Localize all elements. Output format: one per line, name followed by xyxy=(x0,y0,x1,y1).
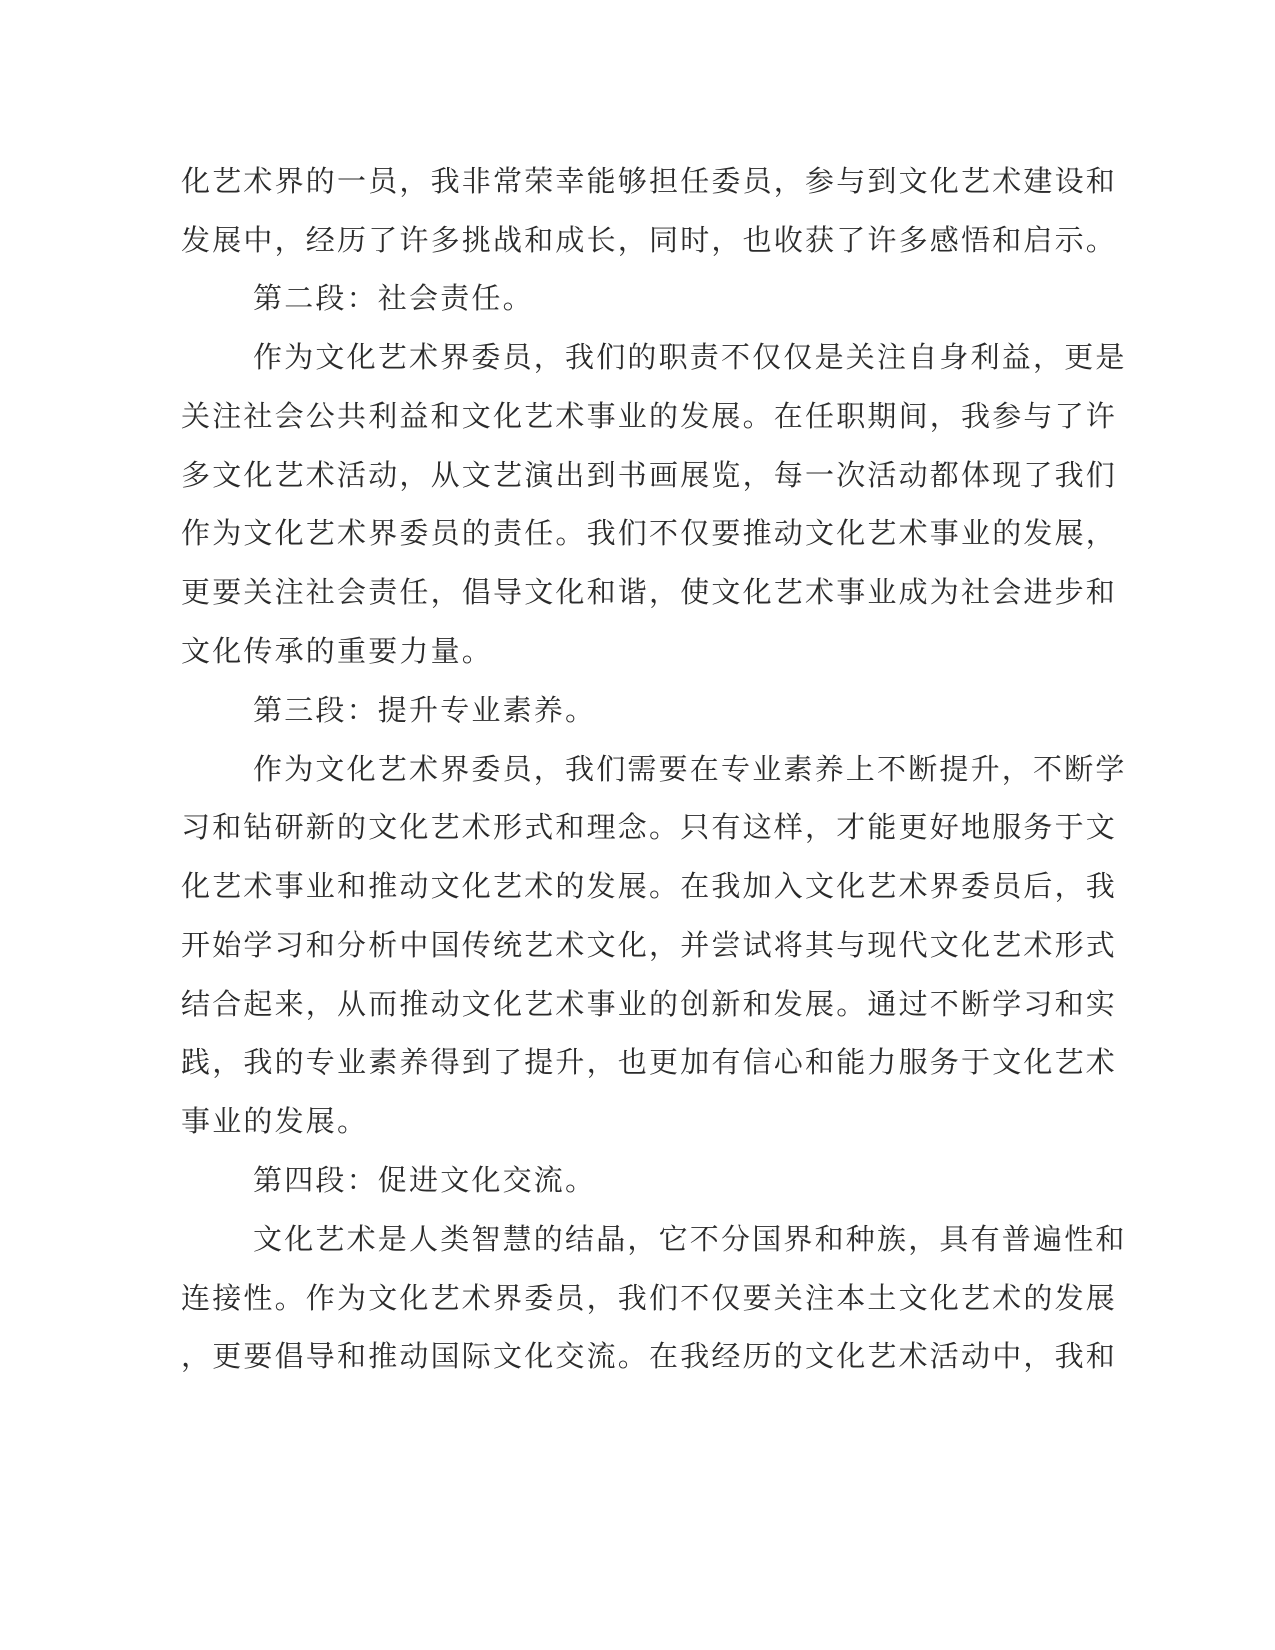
text-line: 更要关注社会责任，倡导文化和谐，使文化艺术事业成为社会进步和 xyxy=(181,575,1118,609)
text-line: 习和钻研新的文化艺术形式和理念。只有这样，才能更好地服务于文 xyxy=(181,810,1118,844)
text-line: 多文化艺术活动，从文艺演出到书画展览，每一次活动都体现了我们 xyxy=(181,458,1118,492)
text-line: ，更要倡导和推动国际文化交流。在我经历的文化艺术活动中，我和 xyxy=(181,1339,1118,1373)
section-heading: 第四段：促进文化交流。 xyxy=(253,1163,597,1197)
text-line: 连接性。作为文化艺术界委员，我们不仅要关注本土文化艺术的发展 xyxy=(181,1281,1118,1315)
text-line: 发展中，经历了许多挑战和成长，同时，也收获了许多感悟和启示。 xyxy=(181,223,1118,257)
text-line: 作为文化艺术界委员，我们的职责不仅仅是关注自身利益，更是 xyxy=(253,340,1127,374)
text-line: 结合起来，从而推动文化艺术事业的创新和发展。通过不断学习和实 xyxy=(181,987,1118,1021)
text-line: 践，我的专业素养得到了提升，也更加有信心和能力服务于文化艺术 xyxy=(181,1045,1118,1079)
text-line: 文化艺术是人类智慧的结晶，它不分国界和种族，具有普遍性和 xyxy=(253,1222,1127,1256)
section-heading: 第三段：提升专业素养。 xyxy=(253,693,597,727)
text-line: 作为文化艺术界委员，我们需要在专业素养上不断提升，不断学 xyxy=(253,752,1127,786)
section-heading: 第二段：社会责任。 xyxy=(253,281,534,315)
text-line: 作为文化艺术界委员的责任。我们不仅要推动文化艺术事业的发展， xyxy=(181,516,1118,550)
text-line: 关注社会公共利益和文化艺术事业的发展。在任职期间，我参与了许 xyxy=(181,399,1118,433)
text-line: 开始学习和分析中国传统艺术文化，并尝试将其与现代文化艺术形式 xyxy=(181,928,1118,962)
text-line: 化艺术界的一员，我非常荣幸能够担任委员，参与到文化艺术建设和 xyxy=(181,164,1118,198)
text-line: 事业的发展。 xyxy=(181,1104,369,1138)
text-line: 文化传承的重要力量。 xyxy=(181,634,494,668)
text-line: 化艺术事业和推动文化艺术的发展。在我加入文化艺术界委员后，我 xyxy=(181,869,1118,903)
